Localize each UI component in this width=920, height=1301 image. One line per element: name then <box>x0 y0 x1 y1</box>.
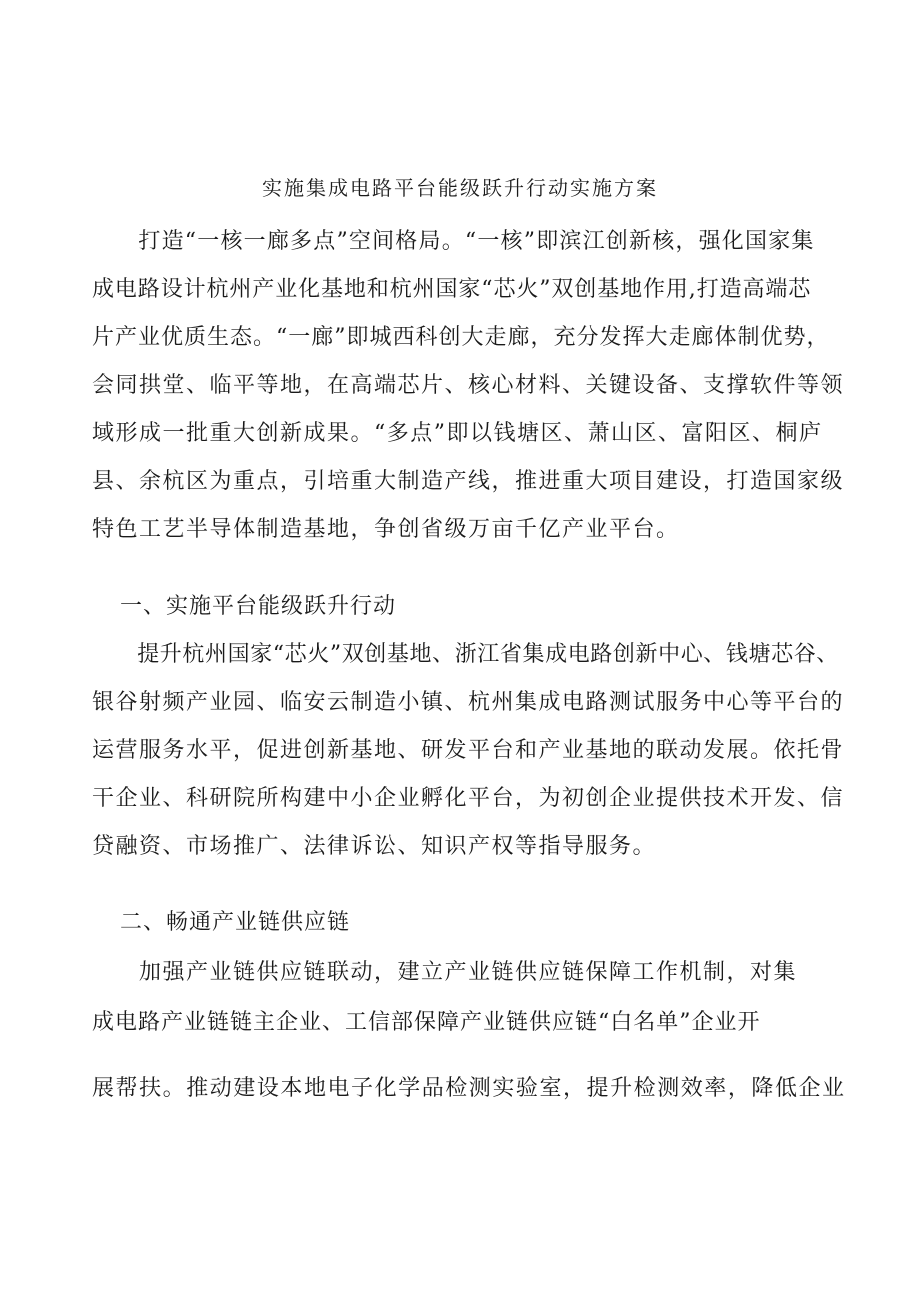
section-1-heading: 一、实施平台能级跃升行动 <box>120 594 397 619</box>
intro-line-4: 会同拱堂、临平等地，在高端芯片、核心材料、关键设备、支撑软件等领 <box>92 373 845 398</box>
intro-line-1: 打造“一核一廊多点”空间格局。“一核”即滨江创新核，强化国家集 <box>92 229 815 254</box>
section-1-line-4: 干企业、科研院所构建中小企业孵化平台，为初创企业提供技术开发、信 <box>92 786 845 811</box>
section-1-line-1: 提升杭州国家“芯火”双创基地、浙江省集成电路创新中心、钱塘芯谷、 <box>92 642 839 667</box>
intro-line-3: 片产业优质生态。“一廊”即城西科创大走廊，充分发挥大走廊体制优势， <box>92 325 830 350</box>
intro-line-2: 成电路设计杭州产业化基地和杭州国家“芯火”双创基地作用,打造高端芯 <box>92 277 812 302</box>
section-2-heading: 二、畅通产业链供应链 <box>120 910 351 935</box>
intro-line-7: 特色工艺半导体制造基地，争创省级万亩千亿产业平台。 <box>92 517 680 542</box>
section-1-line-2: 银谷射频产业园、临安云制造小镇、杭州集成电路测试服务中心等平台的 <box>92 690 845 715</box>
section-2-line-2: 成电路产业链链主企业、工信部保障产业链供应链“白名单”企业开 <box>92 1010 761 1035</box>
intro-line-6: 县、余杭区为重点，引培重大制造产线，推进重大项目建设，打造国家级 <box>92 469 845 494</box>
section-2-line-3: 展帮扶。推动建设本地电子化学品检测实验室，提升检测效率，降低企业 <box>92 1076 846 1101</box>
intro-line-5: 域形成一批重大创新成果。“多点”即以钱塘区、萧山区、富阳区、桐庐 <box>92 421 823 446</box>
section-2-line-1: 加强产业链供应链联动，建立产业链供应链保障工作机制，对集 <box>92 960 798 985</box>
section-1-line-3: 运营服务水平，促进创新基地、研发平台和产业基地的联动发展。依托骨 <box>92 738 845 763</box>
document-title: 实施集成电路平台能级跃升行动实施方案 <box>262 176 658 200</box>
section-1-line-5: 贷融资、市场推广、法律诉讼、知识产权等指导服务。 <box>92 834 657 859</box>
